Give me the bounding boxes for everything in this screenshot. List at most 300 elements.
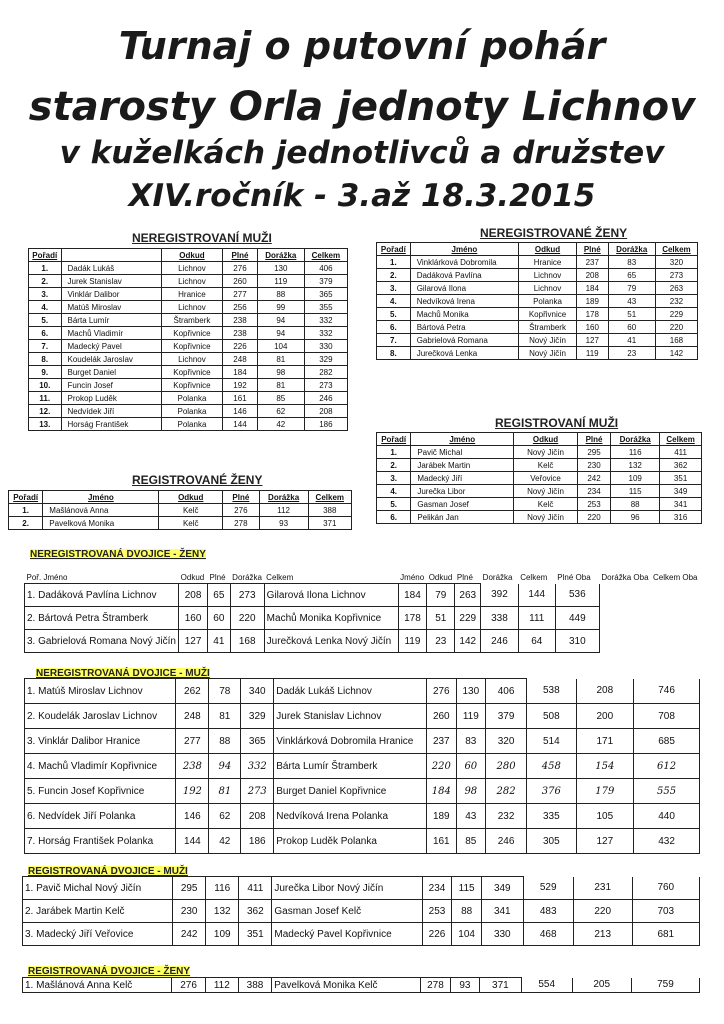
table-cell: 449: [555, 607, 599, 630]
table-cell: 112: [205, 978, 238, 993]
table-cell: 508: [527, 704, 576, 729]
table-cell: Pavelková Monika Kelč: [272, 978, 421, 993]
table-cell: 538: [527, 679, 576, 704]
table-cell: 127: [576, 334, 608, 347]
table-cell: 4.: [377, 485, 411, 498]
table-cell: 213: [573, 923, 632, 946]
table-row: [25, 704, 700, 729]
table-cell: Bárta Lumír: [61, 314, 161, 327]
table-cell: 88: [452, 900, 482, 923]
table-cell: 226: [422, 923, 452, 946]
table-cell: 351: [660, 472, 702, 485]
table-cell: 232: [655, 295, 697, 308]
col-header: Odkud: [514, 433, 578, 446]
table-cell: 332: [304, 314, 347, 327]
table-cell: 295: [173, 877, 206, 900]
table-cell: 432: [634, 829, 700, 854]
table-cell: 242: [577, 472, 610, 485]
table-cell: 115: [452, 877, 482, 900]
table-cell: 220: [426, 754, 456, 779]
table-row: [377, 295, 698, 308]
table-cell: Burget Daniel Kopřivnice: [274, 779, 427, 804]
table-cell: 256: [223, 301, 258, 314]
table-cell: 273: [230, 584, 264, 607]
table-cell: 253: [422, 900, 452, 923]
nereg-zeny-table: [376, 242, 698, 360]
reg-dvojice-muzi-heading: REGISTROVANÁ DVOJICE - MUŽI: [28, 866, 188, 877]
table-cell: 127: [179, 630, 208, 653]
col-header: Pořadí: [377, 433, 411, 446]
col-header: Pořadí: [29, 249, 62, 262]
table-cell: 3.: [377, 472, 411, 485]
table-cell: 263: [455, 584, 481, 607]
table-cell: 119: [398, 630, 427, 653]
table-cell: 320: [655, 256, 697, 269]
table-cell: 685: [634, 729, 700, 754]
col-header: Odkud: [428, 573, 453, 582]
table-row: [23, 978, 700, 993]
table-cell: 237: [576, 256, 608, 269]
table-cell: Kelč: [514, 498, 578, 511]
table-cell: 379: [304, 275, 347, 288]
table-row: [29, 288, 348, 301]
table-row: [25, 779, 700, 804]
table-row: [29, 340, 348, 353]
table-cell: 238: [223, 327, 258, 340]
table-cell: 192: [176, 779, 209, 804]
table-row: [377, 446, 702, 459]
table-cell: 406: [485, 679, 526, 704]
table-cell: 94: [209, 754, 241, 779]
table-cell: Vinklárková Dobromila Hranice: [274, 729, 427, 754]
table-row: [29, 262, 348, 275]
table-cell: Machů Monika Kopřivnice: [264, 607, 398, 630]
table-cell: 355: [304, 301, 347, 314]
table-cell: 161: [223, 392, 258, 405]
table-cell: Gilarová Ilona Lichnov: [264, 584, 398, 607]
table-cell: 305: [527, 829, 576, 854]
table-cell: Polanka: [161, 405, 222, 418]
table-cell: 234: [422, 877, 452, 900]
table-row: [23, 923, 700, 946]
table-cell: 5. Funcin Josef Kopřivnice: [25, 779, 176, 804]
table-cell: 365: [304, 288, 347, 301]
table-cell: 109: [206, 923, 239, 946]
table-row: [29, 366, 348, 379]
table-cell: Nový Jičín: [514, 446, 578, 459]
table-cell: 514: [527, 729, 576, 754]
table-cell: 229: [455, 607, 481, 630]
table-cell: 208: [576, 679, 634, 704]
table-cell: Nový Jičín: [519, 347, 577, 360]
table-cell: 146: [176, 804, 209, 829]
table-cell: Gabrielová Romana: [410, 334, 518, 347]
col-header: Odkud: [180, 573, 205, 582]
table-cell: 119: [257, 275, 304, 288]
title-line-1: Turnaj o putovní pohár: [118, 24, 606, 68]
table-cell: Vinklárková Dobromila: [410, 256, 518, 269]
table-cell: 234: [577, 485, 610, 498]
table-cell: Gasman Josef Kelč: [272, 900, 422, 923]
table-cell: 64: [518, 630, 555, 653]
table-cell: 379: [485, 704, 526, 729]
table-cell: 112: [259, 504, 308, 517]
table-cell: 81: [209, 779, 241, 804]
table-cell: 168: [655, 334, 697, 347]
table-cell: 220: [655, 321, 697, 334]
table-cell: Pavelková Monika: [43, 517, 159, 530]
col-header: Jméno: [43, 491, 159, 504]
table-row: [25, 630, 700, 653]
table-cell: 349: [660, 485, 702, 498]
table-cell: 220: [573, 900, 632, 923]
table-cell: 260: [223, 275, 258, 288]
table-cell: 179: [576, 779, 634, 804]
table-cell: Kopřivnice: [161, 379, 222, 392]
table-header-row: [9, 491, 352, 504]
table-cell: Jurečka Libor: [411, 485, 514, 498]
table-cell: 168: [230, 630, 264, 653]
table-cell: 246: [304, 392, 347, 405]
table-cell: 273: [241, 779, 274, 804]
col-header: Dorážka: [608, 243, 655, 256]
table-cell: 60: [208, 607, 231, 630]
table-cell: 2.: [377, 459, 411, 472]
table-cell: 220: [577, 511, 610, 524]
table-cell: 205: [572, 978, 631, 993]
table-cell: 5.: [377, 498, 411, 511]
table-header-row: [377, 433, 702, 446]
table-cell: 62: [209, 804, 241, 829]
nereg-dvojice-muzi-table: [24, 678, 700, 854]
col-header: Plné: [223, 249, 258, 262]
table-row: [29, 418, 348, 431]
table-cell: 42: [209, 829, 241, 854]
col-header: Dorážka: [482, 573, 513, 583]
table-cell: 282: [485, 779, 526, 804]
table-cell: 178: [576, 308, 608, 321]
table-cell: Lichnov: [161, 353, 222, 366]
table-cell: 341: [660, 498, 702, 511]
table-cell: 10.: [29, 379, 62, 392]
col-header: Dorážka: [611, 433, 660, 446]
nereg-muzi-table: [28, 248, 348, 431]
table-cell: 440: [634, 804, 700, 829]
table-cell: 681: [632, 923, 699, 946]
table-cell: 329: [241, 704, 274, 729]
table-cell: 329: [304, 353, 347, 366]
table-cell: 263: [655, 282, 697, 295]
col-header: Jméno: [400, 573, 425, 582]
table-cell: Pavič Michal: [411, 446, 514, 459]
table-cell: 65: [608, 269, 655, 282]
table-cell: 242: [173, 923, 206, 946]
table-cell: 184: [576, 282, 608, 295]
table-cell: 105: [576, 804, 634, 829]
table-cell: 277: [223, 288, 258, 301]
table-cell: 351: [239, 923, 272, 946]
table-header-row: [25, 572, 700, 584]
table-cell: 2. Jarábek Martin Kelč: [23, 900, 173, 923]
table-cell: 220: [230, 607, 264, 630]
table-cell: 81: [209, 704, 241, 729]
table-cell: Funcin Josef: [61, 379, 161, 392]
table-cell: Nedvídek Jiří: [61, 405, 161, 418]
table-cell: 88: [257, 288, 304, 301]
table-row: [377, 511, 702, 524]
col-header: Plné Oba: [557, 573, 591, 583]
table-cell: 98: [456, 779, 485, 804]
col-header: Plné: [456, 573, 473, 582]
table-cell: 349: [481, 877, 523, 900]
table-cell: 230: [173, 900, 206, 923]
table-cell: 237: [426, 729, 456, 754]
table-row: [25, 584, 700, 607]
table-cell: 43: [456, 804, 485, 829]
table-cell: Hranice: [519, 256, 577, 269]
table-cell: Jurečková Lenka: [410, 347, 518, 360]
title-line-2: starosty Orla jednoty Lichnov: [28, 84, 696, 130]
table-cell: 144: [518, 584, 555, 607]
table-cell: 332: [304, 327, 347, 340]
col-header: Celkem: [308, 491, 351, 504]
table-cell: Polanka: [161, 418, 222, 431]
table-cell: Nedvíková Irena Polanka: [274, 804, 427, 829]
col-header: Plné: [209, 573, 226, 582]
table-cell: Nedvíková Irena: [410, 295, 518, 308]
table-cell: 98: [257, 366, 304, 379]
table-row: [377, 282, 698, 295]
table-cell: 238: [176, 754, 209, 779]
table-cell: 12.: [29, 405, 62, 418]
table-cell: 130: [456, 679, 485, 704]
table-cell: 276: [426, 679, 456, 704]
table-row: [377, 321, 698, 334]
table-cell: 340: [241, 679, 274, 704]
nereg-dvojice-zeny-heading: NEREGISTROVANÁ DVOJICE - ŽENY: [30, 549, 206, 560]
table-cell: Madecký Pavel Kopřivnice: [272, 923, 422, 946]
table-cell: 65: [208, 584, 231, 607]
reg-muzi-heading: REGISTROVANÍ MUŽI: [495, 416, 619, 430]
table-cell: Jarábek Martin: [411, 459, 514, 472]
table-cell: 248: [223, 353, 258, 366]
table-cell: Polanka: [161, 392, 222, 405]
table-cell: 411: [660, 446, 702, 459]
table-cell: 3. Gabrielová Romana Nový Jičín: [25, 630, 179, 653]
table-cell: 341: [481, 900, 523, 923]
col-header: Celkem: [266, 573, 294, 582]
table-cell: Gilarová Ilona: [410, 282, 518, 295]
table-cell: Dadák Lukáš: [61, 262, 161, 275]
table-row: [377, 485, 702, 498]
table-cell: 4.: [29, 301, 62, 314]
table-cell: 8.: [29, 353, 62, 366]
table-cell: 160: [179, 607, 208, 630]
table-cell: 276: [223, 262, 258, 275]
table-row: [25, 804, 700, 829]
table-cell: 8.: [377, 347, 411, 360]
table-cell: 276: [223, 504, 260, 517]
table-cell: 88: [209, 729, 241, 754]
table-cell: 115: [611, 485, 660, 498]
table-cell: 1. Mašlánová Anna Kelč: [23, 978, 172, 993]
table-cell: 554: [521, 978, 572, 993]
table-cell: 186: [304, 418, 347, 431]
table-cell: 2. Koudelák Jaroslav Lichnov: [25, 704, 176, 729]
table-row: [25, 829, 700, 854]
table-cell: 3. Vinklár Dalibor Hranice: [25, 729, 176, 754]
table-cell: 1. Dadáková Pavlína Lichnov: [25, 584, 179, 607]
table-cell: 7.: [377, 334, 411, 347]
table-cell: 536: [555, 584, 599, 607]
table-cell: 13.: [29, 418, 62, 431]
col-header: Dorážka: [259, 491, 308, 504]
table-cell: 1. Matúš Miroslav Lichnov: [25, 679, 176, 704]
table-cell: Jurek Stanislav: [61, 275, 161, 288]
table-row: [25, 729, 700, 754]
table-cell: Horság František: [61, 418, 161, 431]
table-cell: 208: [304, 405, 347, 418]
table-cell: Prokop Luděk: [61, 392, 161, 405]
table-cell: Kelč: [159, 517, 223, 530]
table-cell: Bártová Petra: [410, 321, 518, 334]
reg-dvojice-zeny-table: [22, 977, 700, 993]
col-header: Odkud: [161, 249, 222, 262]
table-row: [29, 405, 348, 418]
table-cell: Mašlánová Anna: [43, 504, 159, 517]
col-header: Plné: [577, 433, 610, 446]
table-cell: 184: [223, 366, 258, 379]
table-cell: 9.: [29, 366, 62, 379]
table-cell: 94: [257, 327, 304, 340]
table-cell: 96: [611, 511, 660, 524]
table-cell: 232: [485, 804, 526, 829]
table-cell: Veřovice: [514, 472, 578, 485]
table-cell: Nový Jičín: [514, 485, 578, 498]
table-cell: 6. Nedvídek Jiří Polanka: [25, 804, 176, 829]
reg-zeny-table: [8, 490, 352, 530]
table-cell: 186: [241, 829, 274, 854]
table-cell: 43: [608, 295, 655, 308]
table-cell: Lichnov: [161, 262, 222, 275]
table-cell: 1.: [377, 256, 411, 269]
table-cell: 280: [485, 754, 526, 779]
table-cell: 62: [257, 405, 304, 418]
table-cell: 208: [179, 584, 208, 607]
table-cell: 246: [485, 829, 526, 854]
table-cell: 81: [257, 353, 304, 366]
table-cell: 2.: [377, 269, 411, 282]
col-header: Poř. Jméno: [26, 573, 68, 582]
table-cell: 529: [523, 877, 573, 900]
table-cell: 310: [555, 630, 599, 653]
table-row: [377, 498, 702, 511]
table-cell: 104: [452, 923, 482, 946]
table-cell: 3.: [29, 288, 62, 301]
table-cell: 154: [576, 754, 634, 779]
table-cell: 262: [176, 679, 209, 704]
table-cell: 612: [634, 754, 700, 779]
nereg-dvojice-zeny-table: [24, 572, 700, 653]
table-cell: 248: [176, 704, 209, 729]
table-cell: 6.: [377, 321, 411, 334]
table-row: [9, 517, 352, 530]
table-cell: 109: [611, 472, 660, 485]
table-cell: 362: [660, 459, 702, 472]
table-cell: 60: [608, 321, 655, 334]
table-cell: Štramberk: [519, 321, 577, 334]
table-header-row: [377, 243, 698, 256]
table-header-row: [29, 249, 348, 262]
table-row: [29, 327, 348, 340]
table-row: [377, 459, 702, 472]
table-cell: 132: [206, 900, 239, 923]
table-cell: Jurečka Libor Nový Jičín: [272, 877, 422, 900]
table-cell: 338: [481, 607, 519, 630]
table-row: [23, 900, 700, 923]
table-row: [9, 504, 352, 517]
table-cell: 365: [241, 729, 274, 754]
col-header: Dorážka: [257, 249, 304, 262]
table-cell: 83: [456, 729, 485, 754]
table-cell: Burget Daniel: [61, 366, 161, 379]
table-cell: 116: [206, 877, 239, 900]
table-cell: 6.: [377, 511, 411, 524]
table-cell: 4. Machů Vladimír Kopřivnice: [25, 754, 176, 779]
table-cell: 42: [257, 418, 304, 431]
table-cell: 51: [427, 607, 455, 630]
table-cell: Bárta Lumír Štramberk: [274, 754, 427, 779]
table-cell: Dadák Lukáš Lichnov: [274, 679, 427, 704]
table-cell: 278: [223, 517, 260, 530]
table-row: [377, 256, 698, 269]
table-row: [377, 472, 702, 485]
table-cell: 1.: [29, 262, 62, 275]
table-cell: 85: [456, 829, 485, 854]
table-cell: 119: [576, 347, 608, 360]
table-row: [25, 679, 700, 704]
table-cell: 406: [304, 262, 347, 275]
table-cell: 316: [660, 511, 702, 524]
table-cell: 146: [223, 405, 258, 418]
table-cell: Lichnov: [161, 275, 222, 288]
table-cell: 23: [427, 630, 455, 653]
col-header: Odkud: [159, 491, 223, 504]
table-cell: 142: [655, 347, 697, 360]
table-cell: 184: [398, 584, 427, 607]
table-row: [29, 301, 348, 314]
table-cell: Kopřivnice: [161, 340, 222, 353]
table-cell: 208: [576, 269, 608, 282]
title-line-3: v kuželkách jednotlivců a družstev: [59, 135, 665, 171]
col-header: Pořadí: [9, 491, 43, 504]
reg-dvojice-muzi-table: [22, 876, 700, 946]
table-cell: 282: [304, 366, 347, 379]
table-cell: 555: [634, 779, 700, 804]
table-cell: Gasman Josef: [411, 498, 514, 511]
table-cell: 7. Horság František Polanka: [25, 829, 176, 854]
table-cell: Kelč: [514, 459, 578, 472]
table-cell: 295: [577, 446, 610, 459]
col-header: Celkem Oba: [653, 573, 698, 583]
table-cell: Nový Jičín: [519, 334, 577, 347]
table-cell: 189: [426, 804, 456, 829]
table-cell: 3. Madecký Jiří Veřovice: [23, 923, 173, 946]
nereg-zeny-heading: NEREGISTROVANÉ ŽENY: [480, 226, 628, 240]
col-header: Plné: [576, 243, 608, 256]
table-cell: 260: [426, 704, 456, 729]
table-cell: 332: [241, 754, 274, 779]
